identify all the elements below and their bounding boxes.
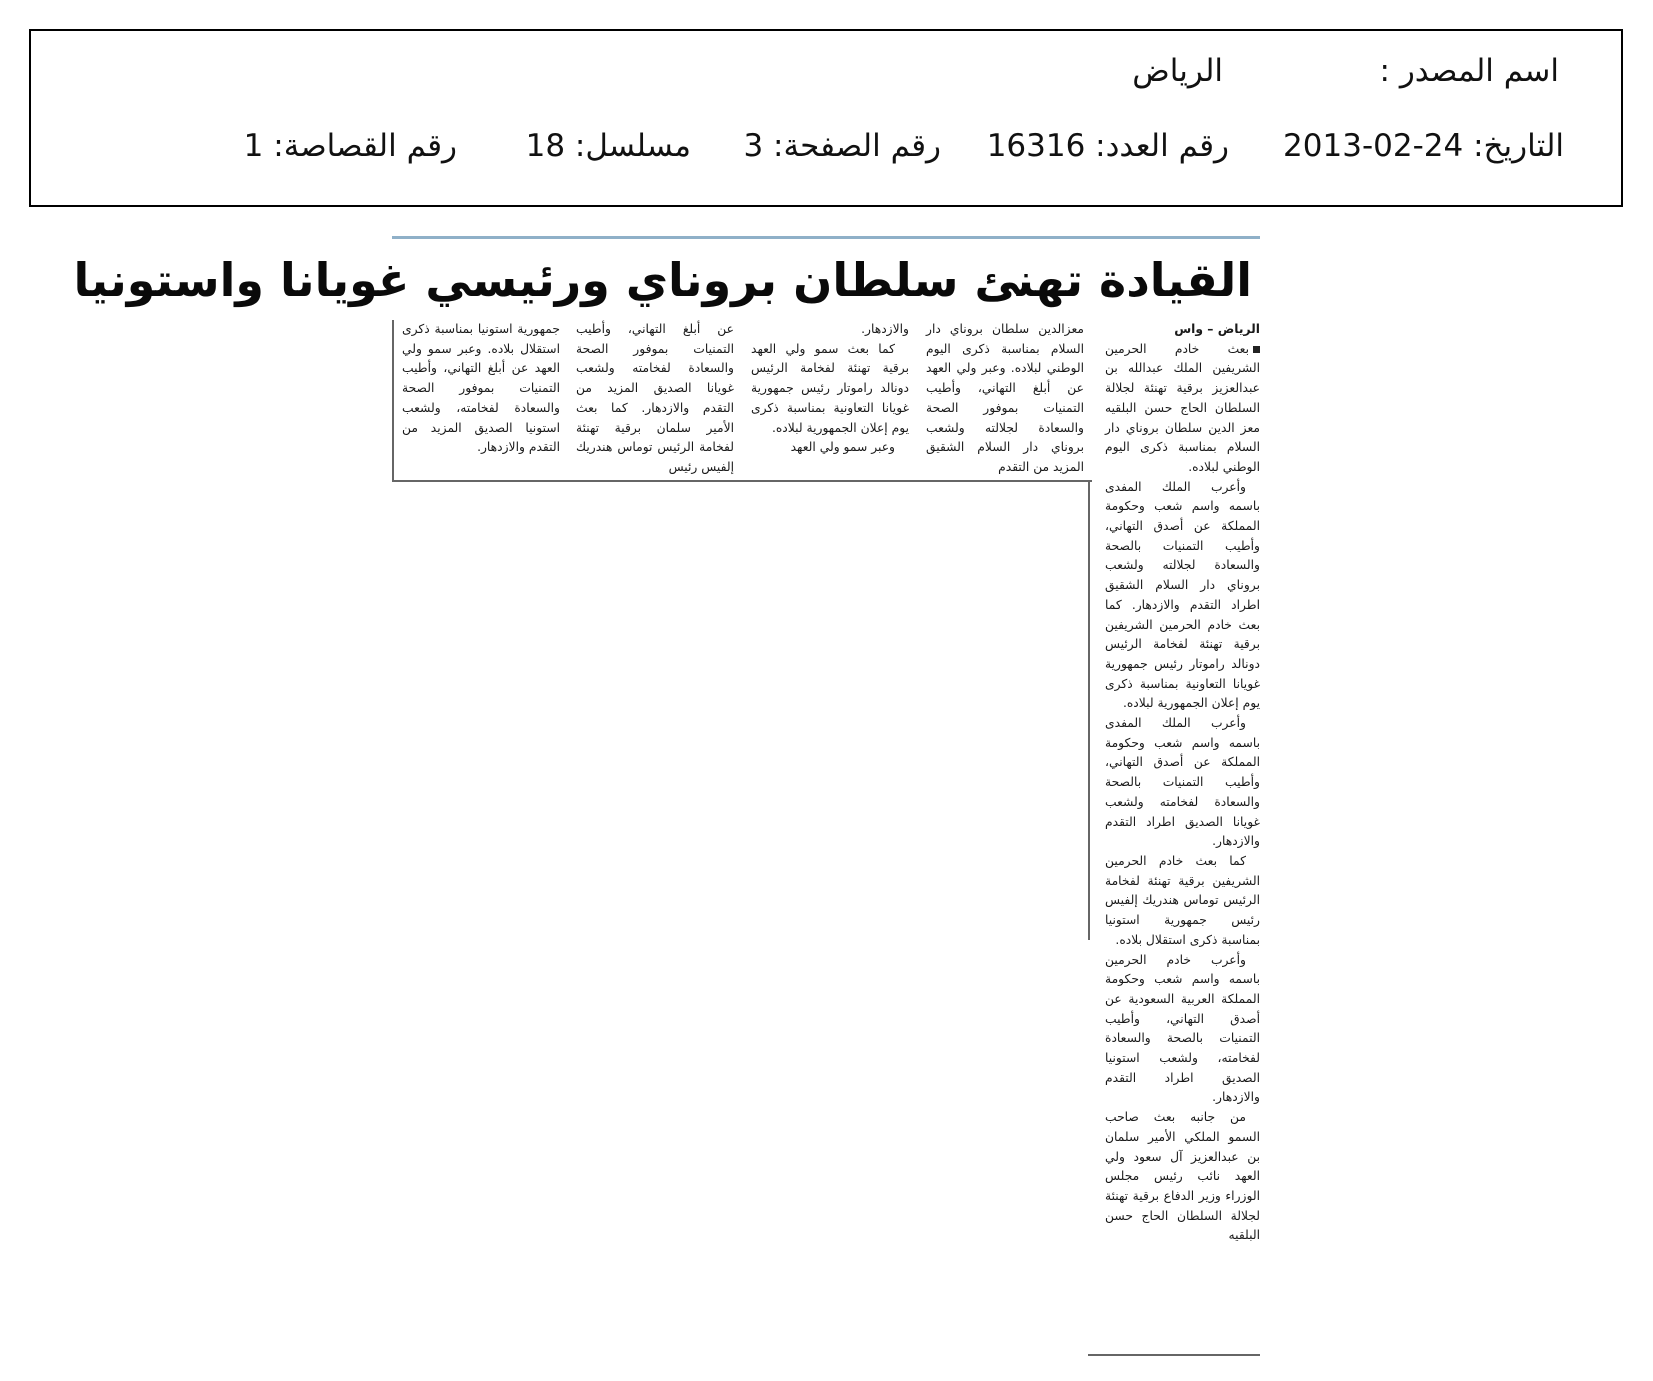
paragraph: وأعرب الملك المفدى باسمه واسم شعب وحكومة المملكة عن أصدق التهاني، وأطيب التمنيات بالصحة والسعادة لجلالته ولشعب بروناي دار السلام الشقيق اطراد التقدم والازدهار. كما بعث خادم الحرمين الشريفين برقية تهنئة لفخامة الرئيس دونالد راموتار رئيس جمهورية غويانا التعاونية بمناسبة ذكرى يوم إعلان الجمهورية لبلاده. xyxy=(1105,479,1260,711)
top-rule xyxy=(392,236,1260,239)
paragraph: كما بعث خادم الحرمين الشريفين برقية تهنئة لفخامة الرئيس توماس هندريك إلفيس رئيس جمهورية استونيا بمناسبة ذكرى استقلال بلاده. xyxy=(1105,853,1260,947)
clip-number-field: رقم القصاصة: 1 xyxy=(243,128,457,164)
source-row xyxy=(31,53,1621,97)
article-headline: القيادة تهنئ سلطان بروناي ورئيسي غويانا واستونيا xyxy=(73,253,1252,307)
column-rule-left xyxy=(392,320,394,480)
paragraph: عن أبلغ التهاني، وأطيب التمنيات بموفور الصحة والسعادة لفخامته ولشعب غويانا الصديق المزيد من التقدم والازدهار. كما بعث الأمير سلمان برقية تهنئة لفخامة الرئيس توماس هندريك إلفيس رئيس xyxy=(576,322,734,474)
source-value: الرياض xyxy=(1132,53,1223,89)
paragraph: وأعرب خادم الحرمين باسمه واسم شعب وحكومة المملكة العربية السعودية عن أصدق التهاني، وأطيب التمنيات بالصحة والسعادة لفخامته، ولشعب استونيا الصديق اطراد التقدم والازدهار. xyxy=(1105,952,1260,1105)
bottom-rule-short-columns xyxy=(392,480,1092,482)
date-field: التاريخ: 24-02-2013 xyxy=(1283,128,1564,164)
paragraph: بعث خادم الحرمين الشريفين الملك عبدالله بن عبدالعزيز برقية تهنئة لجلالة السلطان الحاج حسن البلقيه معز الدين سلطان بروناي دار السلام بمناسبة ذكرى اليوم الوطني لبلاده. xyxy=(1105,341,1260,474)
issue-field: رقم العدد: 16316 xyxy=(986,128,1229,164)
bottom-rule-long-column xyxy=(1088,1354,1260,1356)
article-column-2 xyxy=(926,320,1084,478)
column-rule-long xyxy=(1088,480,1090,940)
paragraph: وعبر سمو ولي العهد xyxy=(790,440,895,455)
article-column-1 xyxy=(1105,320,1260,1246)
paragraph: من جانبه بعث صاحب السمو الملكي الأمير سلمان بن عبدالعزيز آل سعود ولي العهد نائب رئيس مجلس الوزراء وزير الدفاع برقية تهنئة لجلالة السلطان الحاج حسن البلقيه xyxy=(1105,1110,1260,1243)
bullet-square-icon xyxy=(1253,346,1260,353)
source-label: اسم المصدر : xyxy=(1379,53,1559,89)
page-field: رقم الصفحة: 3 xyxy=(743,128,941,164)
clipping-metadata-box xyxy=(29,29,1623,207)
article-dateline: الرياض – واس xyxy=(1174,322,1260,336)
paragraph: وأعرب الملك المفدى باسمه واسم شعب وحكومة المملكة عن أصدق التهاني، وأطيب التمنيات بالصحة والسعادة لفخامته ولشعب غويانا الصديق اطراد التقدم والازدهار. xyxy=(1105,716,1260,849)
serial-field: مسلسل: 18 xyxy=(525,128,691,164)
article-column-3 xyxy=(751,320,909,458)
paragraph: والازدهار. xyxy=(861,322,909,336)
newspaper-clipping xyxy=(73,236,1260,1366)
paragraph: معزالدين سلطان بروناي دار السلام بمناسبة ذكرى اليوم الوطني لبلاده. وعبر ولي العهد عن أبلغ التهاني، وأطيب التمنيات بموفور الصحة والسعادة لجلالته ولشعب بروناي دار السلام الشقيق المزيد من التقدم xyxy=(926,322,1084,474)
article-column-4 xyxy=(576,320,734,478)
paragraph: جمهورية استونيا بمناسبة ذكرى استقلال بلاده. وعبر سمو ولي العهد عن أبلغ التهاني، وأطيب التمنيات بموفور الصحة والسعادة لفخامته، ولشعب استونيا الصديق المزيد من التقدم والازدهار. xyxy=(402,322,560,455)
paragraph: كما بعث سمو ولي العهد برقية تهنئة لفخامة الرئيس دونالد راموتار رئيس جمهورية غويانا التعاونية بمناسبة ذكرى يوم إعلان الجمهورية لبلاده. xyxy=(751,341,909,435)
article-column-5 xyxy=(402,320,560,458)
details-row xyxy=(31,128,1621,172)
